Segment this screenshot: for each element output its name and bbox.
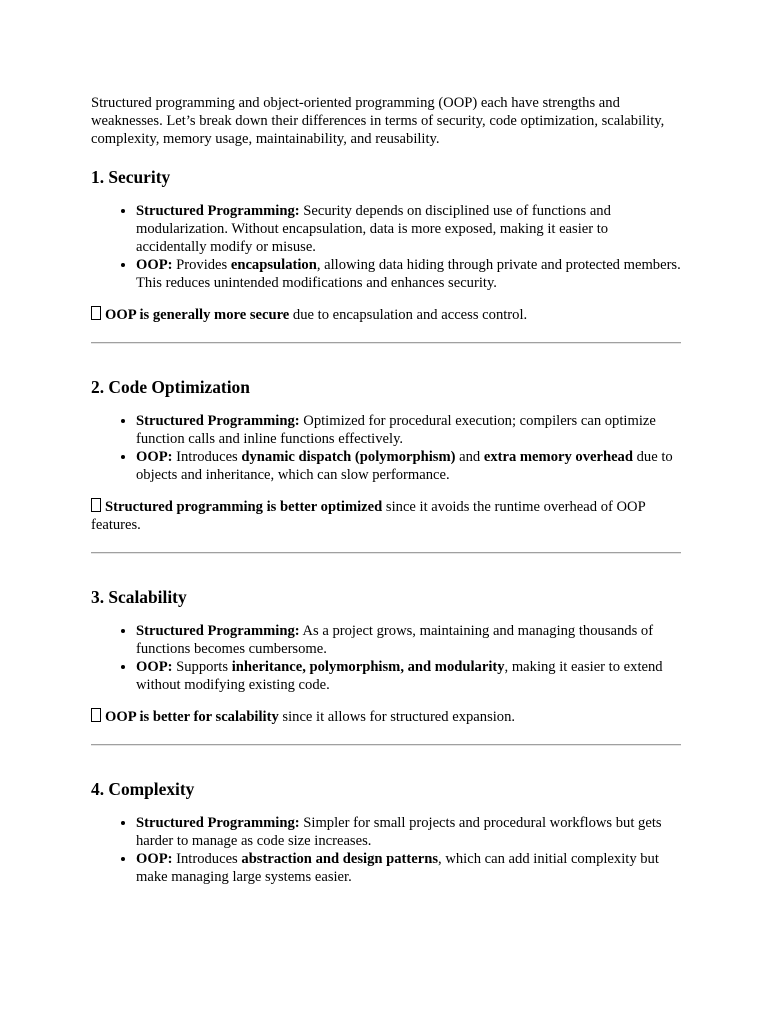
list-item — [136, 256, 681, 292]
intro-paragraph: Structured programming and object-oriented programming (OOP) each have strengths and weaknesses. Let’s break down their differences in terms of security, code optimization, scalability, complexity, memory usage, maintainability, and reusability. — [91, 95, 665, 147]
section-code-optimization — [91, 376, 681, 534]
point-emphasis: abstraction and design patterns — [241, 851, 439, 867]
point-label: OOP: — [136, 257, 173, 273]
list-item — [136, 814, 681, 850]
point-label: OOP: — [136, 449, 173, 465]
section-scalability — [91, 586, 681, 726]
point-label: Structured Programming: — [136, 413, 300, 429]
check-box-icon — [91, 498, 101, 512]
point-text: Introduces — [172, 851, 242, 867]
point-label: OOP: — [136, 659, 173, 675]
verdict-text: since it avoids the runtime overhead of OOP features. — [91, 499, 646, 533]
document-body — [91, 94, 681, 900]
section-title: 4. Complexity — [91, 779, 195, 799]
verdict-bold: OOP is better for scalability — [105, 709, 279, 725]
point-text: , making it easier to extend without modifying existing code. — [136, 659, 663, 693]
point-text: Simpler for small projects and procedural workflows but gets harder to manage as code size increases. — [136, 815, 662, 849]
verdict-bold: OOP is generally more secure — [105, 307, 290, 323]
point-emphasis: encapsulation — [230, 257, 317, 273]
point-list — [91, 412, 681, 484]
section-security — [91, 166, 681, 324]
check-box-icon — [91, 708, 101, 722]
point-text: Introduces — [172, 449, 242, 465]
point-list — [91, 814, 681, 886]
list-item — [136, 850, 681, 886]
point-label: Structured Programming: — [136, 203, 300, 219]
point-emphasis: dynamic dispatch (polymorphism) — [241, 449, 456, 465]
section-divider — [91, 342, 681, 344]
section-title: 2. Code Optimization — [91, 377, 250, 397]
section-complexity — [91, 778, 681, 886]
point-label: Structured Programming: — [136, 623, 300, 639]
verdict — [91, 708, 681, 726]
point-list — [91, 622, 681, 694]
point-text: , allowing data hiding through private and protected members. This reduces unintended modifications and enhances security. — [136, 257, 681, 291]
verdict-text: due to encapsulation and access control. — [289, 307, 528, 323]
point-label: Structured Programming: — [136, 815, 300, 831]
point-label: OOP: — [136, 851, 173, 867]
verdict-text: since it allows for structured expansion. — [278, 709, 516, 725]
section-title: 3. Scalability — [91, 587, 187, 607]
point-text: , which can add initial complexity but make managing large systems easier. — [136, 851, 659, 885]
section-divider — [91, 552, 681, 554]
list-item — [136, 202, 681, 256]
verdict — [91, 306, 681, 324]
point-text: Provides — [172, 257, 231, 273]
section-divider — [91, 744, 681, 746]
list-item — [136, 448, 681, 484]
check-box-icon — [91, 306, 101, 320]
list-item — [136, 412, 681, 448]
point-list — [91, 202, 681, 292]
point-emphasis: inheritance, polymorphism, and modularity — [231, 659, 505, 675]
list-item — [136, 622, 681, 658]
section-title: 1. Security — [91, 167, 171, 187]
point-text: As a project grows, maintaining and managing thousands of functions becomes cumbersome. — [136, 623, 654, 657]
point-emphasis: extra memory overhead — [483, 449, 633, 465]
verdict-bold: Structured programming is better optimized — [105, 499, 383, 515]
list-item — [136, 658, 681, 694]
verdict — [91, 498, 681, 534]
point-text: due to objects and inheritance, which can slow performance. — [136, 449, 673, 483]
point-text: and — [455, 449, 484, 465]
point-text: Supports — [172, 659, 232, 675]
point-text: Security depends on disciplined use of functions and modularization. Without encapsulation, data is more exposed, making it easier to accidentally modify or misuse. — [136, 203, 611, 255]
point-text: Optimized for procedural execution; compilers can optimize function calls and inline functions effectively. — [136, 413, 656, 447]
